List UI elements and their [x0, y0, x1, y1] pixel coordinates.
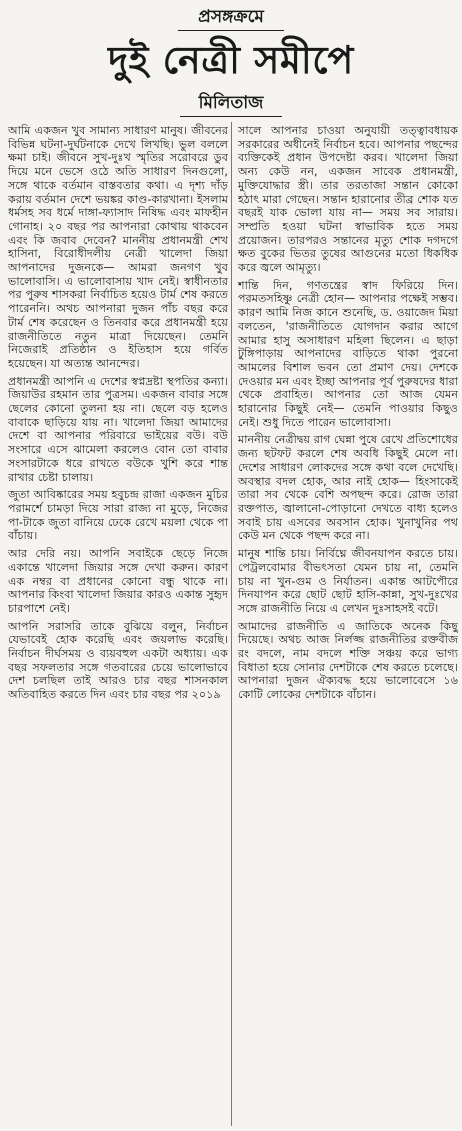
article-right-column [238, 124, 458, 706]
kicker-underline [178, 30, 284, 31]
article-headline: দুই নেত্রী সমীপে [108, 38, 354, 82]
paragraph: প্রধানমন্ত্রী আপনি এ দেশের স্বপ্নদ্রষ্টা স্থপতির কন্যা। জিয়াউর রহমান তার পুত্রসম। একজন বাবার সঙ্গে ছেলের কোনো তুলনা হয় না। ছেলে বড় হলেও বাবাকে ছাড়িয়ে যায় না। খালেদা জিয়া আমাদের দেশে বা আপনার পরিবারে ভাইয়ের বউ। বউ সংসারে এসে ঝামেলা করলেও বোন তো বাবার সংসারটাকে ধরে রাখতে বউকে খুশি করে শান্ত রাখার চেষ্টা চালায়। [8, 374, 228, 484]
paragraph: মাননীয় নেত্রীদ্বয় রাগ ঘেন্না পুষে রেখে প্রতিশোধের জন্য ছটফট করলে শেষ অবধি কিছুই মেলে না। দেশের সাধারণ লোকদের সঙ্গে কথা বলে দেখেছি। অবস্থার বদল হোক, আর নাই হোক— হিংসাকেই তারা সব থেকে বেশি অপছন্দ করে। রোজ তারা রক্তপাত, জ্বালানো-পোড়ানো দেখতে বাধ্য হলেও সবাই চায় এসবের অবসান হোক। খুনাখুনির পথ কেউ মন থেকে পছন্দ করে না। [238, 433, 458, 543]
article-byline: মিলিতাজ [198, 93, 264, 113]
article-left-column [8, 124, 228, 706]
paragraph: আমাদের রাজনীতি এ জাতিকে অনেক কিছু দিয়েছে। অথচ আজ নির্লজ্জ রাজনীতির রক্তবীজ রং বদলে, নাম বদলে শক্তি সঞ্চয় করে ভাগ্য বিধাতা হয়ে সোনার দেশটাকে শেষ করতে চলেছে। আপনারা দুজন ঐক্যবদ্ধ হয়ে ভালোবেসে ১৬ কোটি লোকের দেশটাকে বাঁচান। [238, 619, 458, 702]
paragraph: মানুষ শান্তি চায়। নির্বিঘ্নে জীবনযাপন করতে চায়। পেট্রলবোমার বীভৎসতা যেমন চায় না, তেমনি চায় না খুন-গুম ও নির্যাতন। একান্ত আটপৌরে দিনযাপন করে ছোট ছোট হাসি-কান্না, সুখ-দুঃখের সঙ্গে রাজনীতি নিয়ে এ লেখন দুঃসাহসই বটে। [238, 547, 458, 615]
paragraph: আর দেরি নয়। আপনি সবাইকে ছেড়ে নিজে একান্তে খালেদা জিয়ার সঙ্গে দেখা করুন। কারণ এক নম্বর বা প্রধানের কোনো বন্ধু থাকে না। আপনার কিংবা খালেদা জিয়ার কারও একান্ত সুহৃদ চারপাশে নেই। [8, 547, 228, 615]
byline-underline [180, 116, 282, 117]
paragraph: আপনি সরাসরি তাকে বুঝিয়ে বলুন, নির্বাচন যেভাবেই হোক করেছি এবং জয়লাভ করেছি। নির্বাচন দীর্ঘসময় ও ব্যয়বহুল একটা অধ্যায়। এক বছর সফলতার সঙ্গে গতবারের চেয়ে ভালোভাবে দেশ চলছিল তাই আরও চার বছর শাসনকাল অতিবাহিত করতে দিন এবং চার বছর পর ২০১৯ [8, 619, 228, 702]
paragraph: শান্তি দিন, গণতন্ত্রের স্বাদ ফিরিয়ে দিন। পরমতসহিষ্ণু নেত্রী হোন— আপনার পক্ষেই সম্ভব। কারণ আমি নিজ কানে শুনেছি, ড. ওয়াজেদ মিয়া বলতেন, 'রাজনীতিতে যোগদান করার আগে আমার হাসু অসাধারণ মহিলা ছিলেন। এ ছাড়া টুঙ্গিপাড়ায় আপনাদের বাড়িতে থাকা পুরনো আমলের বিশাল ভবন তো প্রমাণ দেয়। দেশকে দেওয়ার মন এবং ইচ্ছা আপনার পূর্ব পুরুষদের ধারা থেকে প্রবাহিত। আপনার তো আজ যেমন হারানোর কিছুই নেই— তেমনি পাওয়ার কিছুও নেই। শুধু দিতে পারেন ভালোবাসা। [238, 278, 458, 429]
column-kicker: প্রসঙ্গক্রমে [198, 7, 264, 27]
paragraph: আমি একজন খুব সামান্য সাধারণ মানুষ। জীবনের বিভিন্ন ঘটনা-দুর্ঘটনাকে দেখে লিখছি। ভুল বললে ক্ষমা চাই। জীবনে সুখ-দুঃখ স্মৃতির সরোবরে ডুব দিয়ে মনে ভেসে ওঠে অতি সাধারণ দিনগুলো, সঙ্গে থাকে বর্তমান বাস্তবতার কথা। এ দৃশ্য দাঁড় করায় বর্তমান দেশে ভয়ঙ্কর কাণ্ড-কারখানা। ইসলাম ধর্মসহ সব ধর্মে দাঙ্গা-ফ্যাসাদ নিষিদ্ধ এবং মাফহীন গোনাহ। ২০ বছর পর আপনারা কোথায় থাকবেন এবং কি জবাব দেবেন? মাননীয় প্রধানমন্ত্রী শেখ হাসিনা, বিরোধীদলীয় নেত্রী খালেদা জিয়া আপনাদের দুজনকে— আমরা জনগণ খুব ভালোবাসি। এ ভালোবাসায় খাদ নেই। স্বাধীনতার পর পুরুষ শাসকরা নির্বাচিত হয়েও টার্ম শেষ করতে পারেননি। অথচ আপনারা দুজন পাঁচ বছর করে টার্ম শেষ করেছেন ও তিনবার করে প্রধানমন্ত্রী হয়ে রাজনীতিতে নতুন মাত্রা দিয়েছেন। তেমনি নিজেরাই প্রতিষ্ঠান ও ইতিহাস হয়ে গর্বিত হয়েছেন। যা অত্যন্ত আনন্দের। [8, 124, 228, 370]
paragraph: জুতা আবিষ্কারের সময় হবুচন্দ্র রাজা একজন মুচির পরামর্শে চামড়া দিয়ে সারা রাজ্য না মুড়ে, নিজের পা-টাকে জুতা বানিয়ে ঢেকে রেখে ময়লা থেকে পা বাঁচায়। [8, 488, 228, 543]
paragraph: সালে আপনার চাওয়া অনুযায়ী তত্ত্বাবধায়ক সরকারের অধীনেই নির্বাচন হবে। আপনার পছন্দের ব্যক্তিকেই প্রধান উপদেষ্টা করব। খালেদা জিয়া অন্য কেউ নন, একজন সাবেক প্রধানমন্ত্রী, মুক্তিযোদ্ধার স্ত্রী। তার তরতাজা সন্তান কোকো হঠাৎ মারা গেছেন। সন্তান হারানোর তীব্র শোক যত বছরই যাক ভোলা যায় না— সময় সব সারায়। সম্প্রতি হওয়া ঘটনা স্বাভাবিক হতে সময় প্রয়োজন। তারপরও সন্তানের মৃত্যু শোক দগদগে ক্ষত বুকের ভিতর তুষের আগুনের মতো ধিকধিক করে জ্বলে আমৃত্যু। [238, 124, 458, 275]
column-divider [231, 122, 232, 1126]
